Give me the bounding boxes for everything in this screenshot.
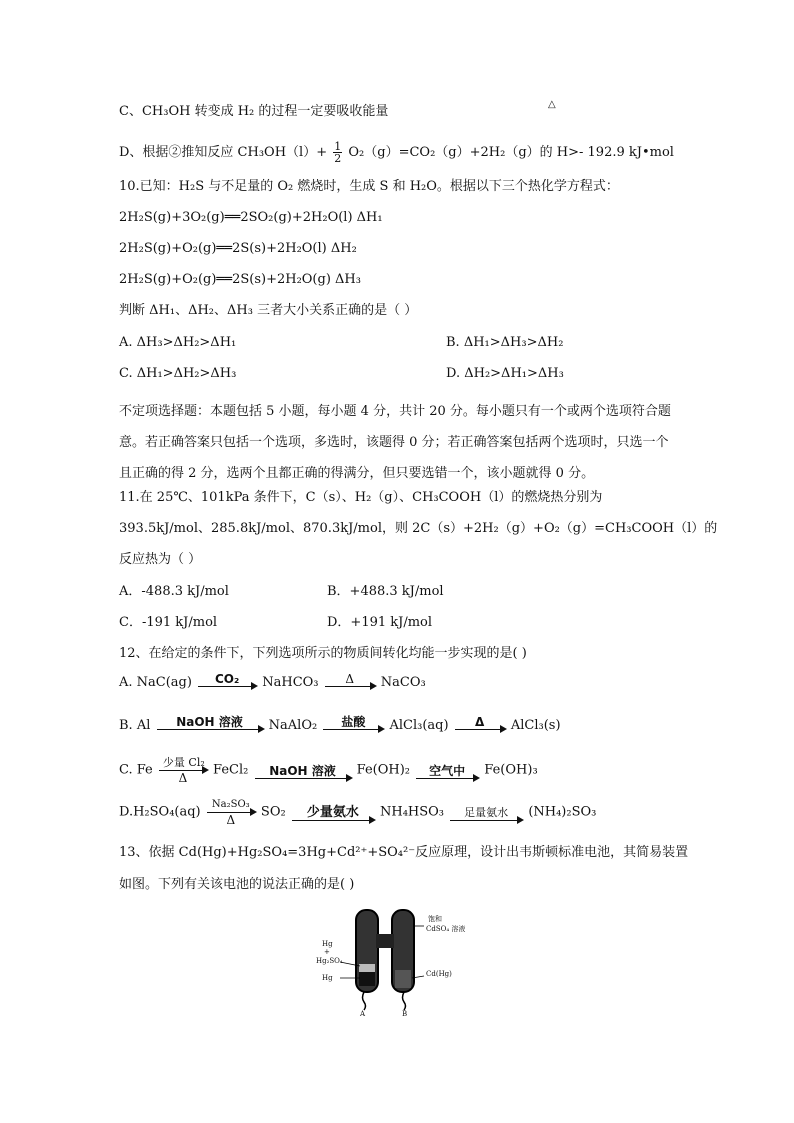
q12-option-b: B. Al NaOH 溶液 NaAlO₂ 盐酸 AlCl₃(aq) Δ AlCl₃(s) (119, 715, 561, 733)
q11-option-a: A．-488.3 kJ/mol (119, 584, 229, 599)
equation-2: 2H₂S(g)+O₂(g)══2S(s)+2H₂O(l) ΔH₂ (119, 241, 357, 256)
equation-3: 2H₂S(g)+O₂(g)══2S(s)+2H₂O(g) ΔH₃ (119, 272, 361, 287)
label-cdso4: CdSO₄ 溶液 (426, 925, 466, 933)
reaction-arrow: Δ (325, 672, 375, 692)
section-instructions: 不定项选择题：本题包括 5 小题，每小题 4 分，共计 20 分。每小题只有一个或两个选项符合题意。若正确答案只包括一个选项，多选时，该题得 0 分；若正确答案包括两个选项时，只选一个且正确的得 2 分，选两个且都正确的得满分，但只要选错一个，该小题就得 0 分。 (119, 404, 671, 481)
reaction-arrow: NaOH 溶液 (255, 764, 351, 784)
question-10: 10.已知：H₂S 与不足量的 O₂ 燃烧时，生成 S 和 H₂O。根据以下三个热化学方程式： (119, 179, 619, 194)
q11-option-c: C．-191 kJ/mol (119, 615, 218, 630)
q12-option-a: A. NaC(ag) CO₂ NaHCO₃ Δ NaCO₃ (119, 672, 426, 690)
reaction-arrow: Δ (455, 715, 505, 735)
reaction-arrow: 少量 Cl₂ Δ (159, 756, 207, 784)
question-11-line-1: 11.在 25℃、101kPa 条件下，C（s）、H₂（g）、CH₃COOH（l）的燃烧热分别为 (119, 490, 603, 505)
equation-1: 2H₂S(g)+3O₂(g)══2SO₂(g)+2H₂O(l) ΔH₁ (119, 210, 383, 225)
weston-cell-diagram (316, 906, 476, 1018)
label-plus: + (324, 948, 330, 956)
reaction-arrow: 足量氨水 (450, 806, 522, 826)
question-10-ask: 判断 ΔH₁、ΔH₂、ΔH₃ 三者大小关系正确的是（ ） (119, 303, 418, 318)
option-c: C、CH₃OH 转变成 H₂ 的过程一定要吸收能量 (119, 104, 389, 119)
q12-option-c: C. Fe 少量 Cl₂ Δ FeCl₂ NaOH 溶液 Fe(OH)₂ 空气中 Fe(OH)₃ (119, 756, 538, 785)
option-d: D、根据②推知反应 CH₃OH（l）+ $\frac{1}{2}$ O₂（g）=CO₂（g）+2H₂（g）的 H>- 192.9 kJ•mol (119, 140, 674, 165)
reaction-arrow: CO₂ (198, 672, 256, 692)
label-hg-top: Hg (322, 940, 333, 948)
question-11-line-2: 393.5kJ/mol、285.8kJ/mol、870.3kJ/mol，则 2C（s）+2H₂（g）+O₂（g）=CH₃COOH（l）的 (119, 521, 718, 536)
q10-option-a: A. ΔH₃>ΔH₂>ΔH₁ (119, 335, 237, 350)
reaction-arrow: 盐酸 (323, 715, 383, 735)
question-11-line-3: 反应热为（ ） (119, 552, 202, 567)
question-13-line-2: 如图。下列有关该电池的说法正确的是( ) (119, 877, 355, 892)
fraction-half: $\frac{1}{2}$ (334, 140, 342, 165)
q10-option-d: D. ΔH₂>ΔH₁>ΔH₃ (446, 366, 564, 381)
q11-option-b: B．+488.3 kJ/mol (327, 584, 444, 599)
reaction-arrow: 空气中 (416, 764, 478, 784)
q11-option-d: D．+191 kJ/mol (327, 615, 433, 630)
q10-option-c: C. ΔH₁>ΔH₂>ΔH₃ (119, 366, 237, 381)
question-13-line-1: 13、依据 Cd(Hg)+Hg₂SO₄=3Hg+Cd²⁺+SO₄²⁻反应原理，设计出韦斯顿标准电池，其简易装置 (119, 845, 689, 860)
triangle-mark: △ (548, 99, 556, 110)
q10-option-b: B. ΔH₁>ΔH₃>ΔH₂ (446, 335, 564, 350)
label-a: A (360, 1010, 366, 1018)
question-12: 12、在给定的条件下，下列选项所示的物质间转化均能一步实现的是( ) (119, 646, 527, 661)
reaction-arrow: NaOH 溶液 (157, 715, 263, 735)
reaction-arrow: Na₂SO₃ Δ (207, 798, 255, 826)
label-hg2so4: Hg₂SO₄ (316, 957, 343, 965)
label-saturated: 饱和 (428, 915, 442, 923)
label-cd-hg: Cd(Hg) (426, 970, 452, 978)
label-hg-bottom: Hg (322, 974, 333, 982)
q12-option-d: D.H₂SO₄(aq) Na₂SO₃ Δ SO₂ 少量氨水 NH₄HSO₃ 足量氨水 (NH₄)₂SO₃ (119, 799, 597, 827)
label-b: B (402, 1010, 408, 1018)
reaction-arrow: 少量氨水 (292, 806, 374, 826)
